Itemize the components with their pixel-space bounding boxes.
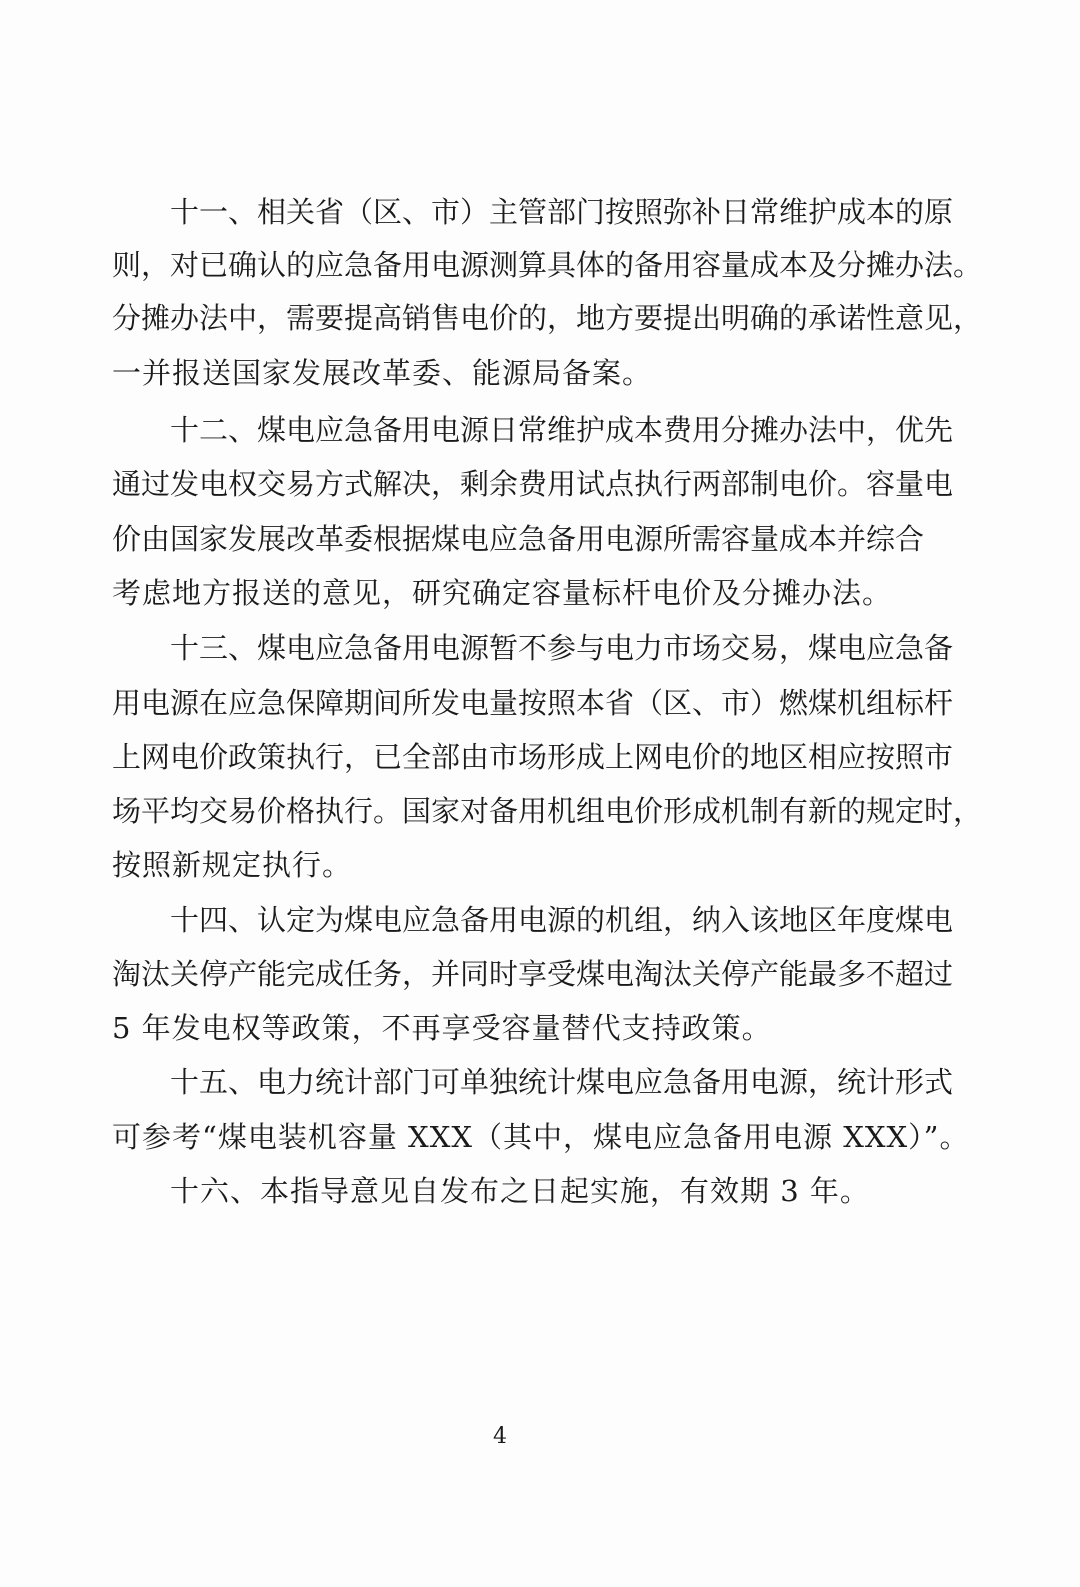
paragraph-11-line-3: 分摊办法中，需要提高销售电价的，地方要提出明确的承诺性意见， [112,301,983,335]
paragraph-14-line-3: 5 年发电权等政策，不再享受容量替代支持政策。 [112,1011,772,1045]
paragraph-14-line-2: 淘汰关停产能完成任务，并同时享受煤电淘汰关停产能最多不超过 [112,957,954,991]
paragraph-11-line-4: 一并报送国家发展改革委、能源局备案。 [112,356,653,390]
paragraph-12-line-3: 价由国家发展改革委根据煤电应急备用电源所需容量成本并综合 [112,522,925,556]
paragraph-13-line-4: 场平均交易价格执行。国家对备用机组电价形成机制有新的规定时， [112,794,983,828]
paragraph-12-line-2: 通过发电权交易方式解决，剩余费用试点执行两部制电价。容量电 [112,467,954,501]
paragraph-11-line-1: 十一、相关省（区、市）主管部门按照弥补日常维护成本的原 [170,195,954,229]
paragraph-15-line-2: 可参考“煤电装机容量 XXX（其中，煤电应急备用电源 XXX）”。 [112,1120,970,1154]
paragraph-11-line-2: 则，对已确认的应急备用电源测算具体的备用容量成本及分摊办法。 [112,248,983,282]
paragraph-15-line-1: 十五、电力统计部门可单独统计煤电应急备用电源，统计形式 [170,1065,954,1099]
page-number: 4 [493,1424,507,1449]
paragraph-13-line-3: 上网电价政策执行，已全部由市场形成上网电价的地区相应按照市 [112,740,954,774]
paragraph-16-line-1: 十六、本指导意见自发布之日起实施，有效期 3 年。 [170,1174,870,1208]
paragraph-12-line-4: 考虑地方报送的意见，研究确定容量标杆电价及分摊办法。 [112,576,893,610]
paragraph-14-line-1: 十四、认定为煤电应急备用电源的机组，纳入该地区年度煤电 [170,903,954,937]
paragraph-12-line-1: 十二、煤电应急备用电源日常维护成本费用分摊办法中，优先 [170,413,954,447]
paragraph-13-line-1: 十三、煤电应急备用电源暂不参与电力市场交易，煤电应急备 [170,631,954,665]
paragraph-13-line-5: 按照新规定执行。 [112,848,353,882]
paragraph-13-line-2: 用电源在应急保障期间所发电量按照本省（区、市）燃煤机组标杆 [112,686,954,720]
